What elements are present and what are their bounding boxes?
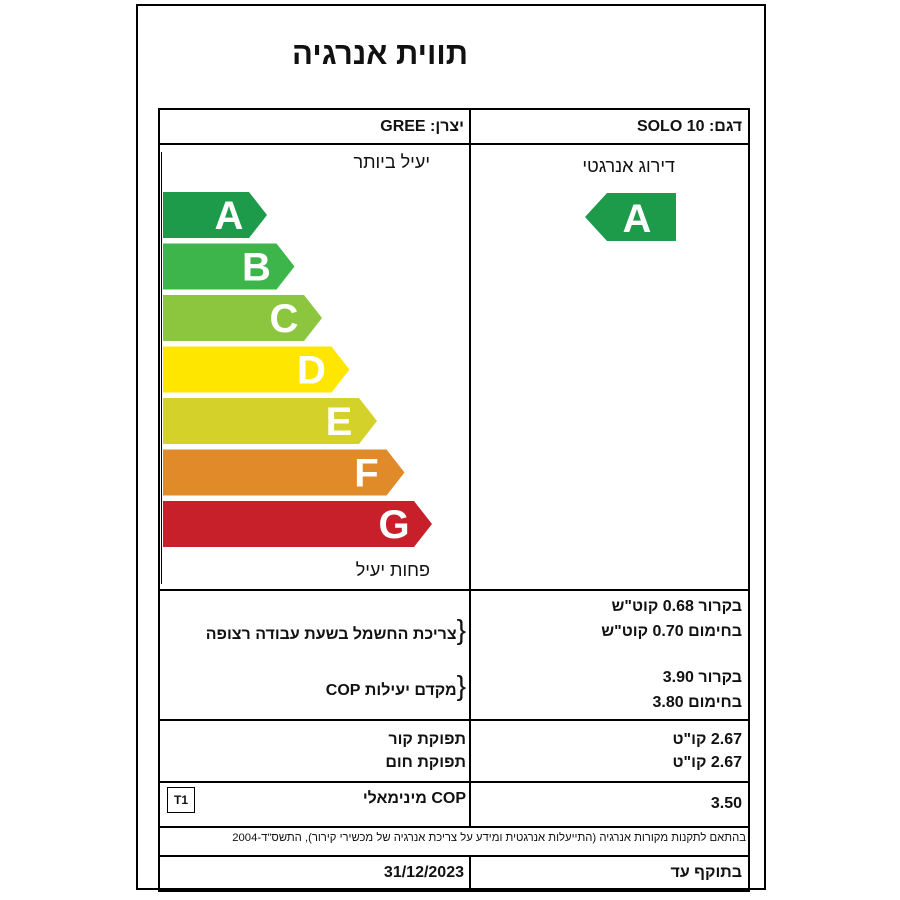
- min-cop-value: 3.50: [710, 795, 742, 812]
- model-field: [600, 118, 742, 136]
- regulation-text: בהתאם לתקנות מקורות אנרגיה (התייעלות אנרגטית ומידע על צריכת אנרגיה של מכשירי קירור), התשס"ד-2004: [232, 832, 746, 844]
- energy-grade-g: [163, 501, 432, 547]
- energy-scale-arrows: [163, 192, 443, 552]
- grade-letter: D: [297, 348, 326, 393]
- model-label: דגם:: [708, 118, 742, 135]
- rating-badge: [585, 193, 677, 243]
- cop-label: {מקדם יעילות COP: [325, 670, 466, 701]
- validity-label: בתוקף עד: [670, 864, 742, 881]
- energy-grade-c: [163, 295, 322, 341]
- cop-heating: בחימום 3.80: [652, 694, 742, 711]
- row-divider: [158, 855, 750, 857]
- grade-letter: G: [378, 503, 410, 547]
- validity-date: 31/12/2023: [383, 864, 464, 881]
- column-divider: [469, 108, 471, 827]
- rating-letter: A: [622, 197, 652, 241]
- consumption-heating: בחימום 0.70 קוט"ש: [601, 623, 742, 640]
- t1-badge: T1: [167, 787, 195, 813]
- heat-capacity-label: תפוקת חום: [385, 754, 466, 771]
- manufacturer-value: GREE: [380, 118, 426, 135]
- row-divider: [158, 143, 750, 145]
- energy-grade-d: [163, 347, 350, 393]
- column-divider: [469, 855, 471, 892]
- grade-letter: C: [269, 297, 299, 341]
- grade-letter: A: [214, 194, 244, 238]
- min-cop-label: COP מינימאלי: [362, 790, 466, 807]
- brace-icon: {: [456, 670, 466, 701]
- row-divider: [158, 781, 750, 783]
- consumption-label: {צריכת החשמל בשעת עבודה רצופה: [205, 614, 466, 645]
- rating-label: דירוג אנרגטי: [582, 156, 675, 176]
- model-value: SOLO 10: [636, 118, 705, 135]
- grade-letter: E: [325, 400, 353, 444]
- brace-icon: {: [456, 614, 466, 645]
- scale-side-line: [161, 152, 162, 584]
- row-divider: [158, 589, 750, 591]
- manufacturer-field: [372, 118, 464, 136]
- scale-top-label: יעיל ביותר: [353, 152, 430, 172]
- grade-letter: F: [354, 451, 379, 496]
- scale-bottom-label: פחות יעיל: [355, 560, 430, 580]
- row-divider: [158, 826, 750, 828]
- heat-capacity-value: 2.67 קו"ט: [672, 754, 742, 771]
- energy-grade-e: [163, 398, 377, 444]
- row-divider: [158, 719, 750, 721]
- cop-cooling: בקרור 3.90: [662, 669, 742, 686]
- grade-letter: B: [242, 245, 271, 290]
- energy-grade-a: [163, 192, 267, 238]
- energy-grade-f: [163, 450, 405, 496]
- energy-grade-b: [163, 244, 295, 290]
- cool-capacity-value: 2.67 קו"ט: [672, 731, 742, 748]
- manufacturer-label: יצרן:: [430, 118, 464, 135]
- cool-capacity-label: תפוקת קור: [388, 731, 466, 748]
- consumption-cooling: בקרור 0.68 קוט"ש: [611, 598, 742, 615]
- label-title: תווית אנרגיה: [292, 36, 468, 71]
- grade-arrow: [163, 244, 295, 290]
